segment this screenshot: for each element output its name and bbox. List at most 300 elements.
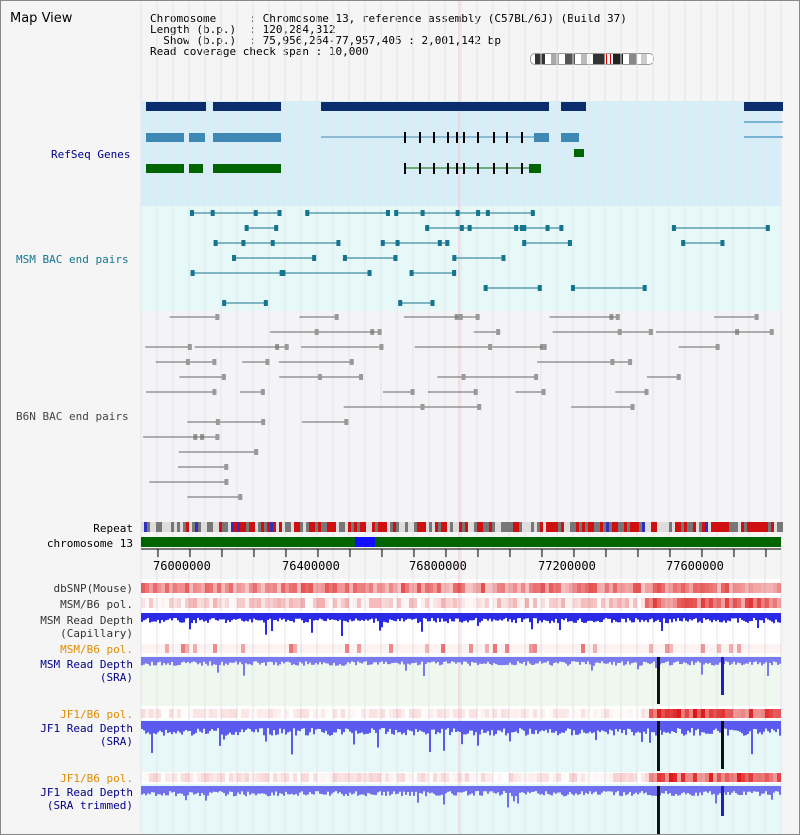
depth-bar: [365, 786, 367, 796]
depth-bar: [419, 721, 421, 730]
depth-bar: [415, 786, 417, 792]
repeat-segment: [255, 522, 258, 532]
polymorphism-cell: [561, 709, 565, 718]
depth-bar: [757, 786, 759, 792]
bac-end: [568, 240, 572, 246]
repeat-segment: [366, 522, 369, 532]
repeat-segment: [216, 522, 219, 532]
polymorphism-cell: [677, 644, 681, 653]
depth-bar: [767, 613, 769, 619]
depth-bar: [651, 613, 653, 619]
depth-bar: [497, 657, 499, 665]
depth-bar: [211, 613, 213, 618]
depth-bar: [297, 721, 299, 731]
depth-bar: [573, 786, 575, 795]
depth-bar: [215, 613, 217, 620]
polymorphism-cell: [393, 773, 397, 782]
polymorphism-cell: [585, 583, 589, 593]
depth-bar: [767, 657, 769, 676]
depth-bar: [533, 786, 535, 792]
depth-bar: [563, 786, 565, 796]
depth-bar: [529, 613, 531, 622]
depth-bar: [171, 657, 173, 662]
depth-bar: [309, 657, 311, 663]
polymorphism-cell: [233, 709, 237, 718]
polymorphism-cell: [397, 598, 401, 608]
polymorphism-cell: [349, 773, 353, 782]
polymorphism-cell: [381, 709, 385, 718]
depth-bar: [739, 613, 741, 618]
depth-bar: [741, 657, 743, 665]
depth-bar: [717, 786, 719, 795]
depth-bar: [283, 657, 285, 663]
depth-bar: [669, 786, 671, 793]
repeat-segment: [381, 522, 384, 532]
polymorphism-cell: [665, 583, 669, 593]
depth-bar: [467, 657, 469, 664]
polymorphism-cell: [717, 598, 721, 608]
depth-bar: [677, 721, 679, 728]
depth-bar: [507, 721, 509, 733]
polymorphism-cell: [253, 583, 257, 593]
polymorphism-cell: [177, 709, 181, 718]
depth-bar: [177, 657, 179, 665]
depth-bar: [521, 786, 523, 792]
polymorphism-cell: [697, 709, 701, 718]
depth-bar: [749, 657, 751, 662]
polymorphism-cell: [153, 598, 157, 608]
depth-bar: [561, 657, 563, 662]
polymorphism-cell: [265, 709, 269, 718]
depth-bar: [621, 786, 623, 796]
depth-bar: [351, 657, 353, 661]
depth-bar: [517, 721, 519, 733]
depth-bar: [251, 721, 253, 732]
msm-b6-pol-label-1[interactable]: MSM/B6 pol.: [60, 598, 133, 611]
polymorphism-cell: [293, 644, 297, 653]
polymorphism-cell: [621, 644, 625, 653]
polymorphism-cell: [597, 583, 601, 593]
depth-bar: [153, 721, 155, 733]
depth-bar: [155, 721, 157, 734]
depth-bar: [667, 721, 669, 732]
jf1-b6-pol-label-1[interactable]: JF1/B6 pol.: [60, 708, 133, 721]
msm-depth-capillary-label-1[interactable]: MSM Read Depth: [40, 614, 133, 627]
depth-bar: [239, 721, 241, 732]
polymorphism-cell: [325, 709, 329, 718]
axis-tick-label: 77200000: [538, 559, 596, 573]
depth-bar: [511, 786, 513, 796]
depth-bar: [605, 657, 607, 664]
polymorphism-cell: [633, 709, 637, 718]
repeat-segment: [141, 522, 144, 532]
polymorphism-cell: [197, 644, 201, 653]
exon-mark: [456, 163, 458, 174]
depth-bar: [651, 721, 653, 732]
depth-bar: [553, 721, 555, 733]
depth-bar: [639, 721, 641, 733]
depth-bar: [289, 657, 291, 663]
depth-bar: [145, 613, 147, 619]
repeat-segment: [492, 522, 495, 532]
polymorphism-cell: [269, 598, 273, 608]
depth-bar: [741, 786, 743, 795]
polymorphism-cell: [597, 709, 601, 718]
depth-bar: [683, 613, 685, 618]
depth-bar: [521, 657, 523, 664]
depth-bar: [269, 613, 271, 619]
depth-bar: [189, 786, 191, 792]
polymorphism-cell: [553, 709, 557, 718]
msm-depth-sra-label-1[interactable]: MSM Read Depth: [40, 658, 133, 671]
depth-bar: [445, 613, 447, 621]
depth-bar: [201, 786, 203, 793]
polymorphism-cell: [625, 644, 629, 653]
gene-block: [561, 102, 586, 111]
depth-bar: [171, 613, 173, 620]
depth-bar: [759, 657, 761, 663]
polymorphism-cell: [329, 773, 333, 782]
bac-end: [534, 374, 538, 380]
polymorphism-cell: [617, 644, 621, 653]
depth-bar: [707, 721, 709, 734]
polymorphism-cell: [577, 583, 581, 593]
depth-bar: [231, 721, 233, 735]
depth-bar: [737, 657, 739, 663]
depth-bar: [747, 721, 749, 734]
depth-bar: [249, 721, 251, 729]
depth-bar: [271, 613, 273, 631]
depth-bar: [569, 613, 571, 621]
depth-bar: [231, 657, 233, 663]
polymorphism-cell: [713, 598, 717, 608]
polymorphism-cell: [245, 644, 249, 653]
depth-bar: [159, 721, 161, 731]
polymorphism-cell: [573, 583, 577, 593]
polymorphism-cell: [657, 644, 661, 653]
depth-bar: [299, 721, 301, 731]
depth-bar: [773, 721, 775, 730]
depth-bar: [675, 721, 677, 733]
depth-bar: [597, 657, 599, 663]
polymorphism-cell: [181, 598, 185, 608]
depth-bar: [747, 657, 749, 664]
depth-bar: [201, 657, 203, 666]
depth-bar: [167, 613, 169, 620]
polymorphism-cell: [273, 598, 277, 608]
depth-bar: [333, 613, 335, 620]
repeat-segment: [321, 522, 324, 532]
depth-bar: [419, 786, 421, 793]
polymorphism-cell: [249, 773, 253, 782]
page-title: Map View: [10, 11, 73, 26]
depth-bar: [261, 721, 263, 728]
gene-block: [146, 102, 206, 111]
polymorphism-cell: [425, 598, 429, 608]
depth-bar: [331, 657, 333, 665]
depth-bar: [769, 721, 771, 733]
polymorphism-cell: [697, 773, 701, 782]
msm-b6-pol-label-2[interactable]: MSM/B6 pol.: [60, 643, 133, 656]
depth-bar: [329, 786, 331, 796]
depth-bar: [363, 786, 365, 795]
depth-bar: [367, 613, 369, 621]
depth-bar: [423, 657, 425, 676]
bac-end: [522, 240, 526, 246]
jf1-depth-sra-label-1[interactable]: JF1 Read Depth: [40, 722, 133, 735]
depth-bar: [437, 657, 439, 662]
repeat-segment: [756, 522, 759, 532]
polymorphism-cell: [513, 773, 517, 782]
depth-bar: [195, 786, 197, 794]
depth-bar: [607, 657, 609, 663]
depth-bar: [497, 721, 499, 730]
polymorphism-cell: [553, 773, 557, 782]
bac-end: [770, 329, 774, 335]
polymorphism-cell: [401, 644, 405, 653]
depth-bar: [775, 786, 777, 791]
depth-bar: [777, 721, 779, 729]
depth-bar: [761, 613, 763, 620]
polymorphism-cell: [725, 583, 729, 593]
polymorphism-cell: [317, 773, 321, 782]
depth-bar: [481, 721, 483, 730]
depth-bar: [631, 721, 633, 732]
polymorphism-cell: [417, 709, 421, 718]
repeat-segment: [177, 522, 180, 532]
bac-end: [222, 374, 226, 380]
depth-bar: [355, 613, 357, 619]
bac-end: [571, 285, 575, 291]
polymorphism-cell: [733, 598, 737, 608]
jf1-b6-pol-label-2[interactable]: JF1/B6 pol.: [60, 772, 133, 785]
polymorphism-cell: [281, 709, 285, 718]
depth-bar: [527, 613, 529, 618]
polymorphism-cell: [353, 644, 357, 653]
polymorphism-cell: [217, 583, 221, 593]
depth-bar: [463, 613, 465, 621]
depth-bar: [513, 657, 515, 665]
depth-bar: [467, 786, 469, 795]
exon-mark: [493, 132, 495, 143]
depth-bar: [387, 786, 389, 792]
repeat-segment: [357, 522, 360, 532]
repeat-segment: [456, 522, 459, 532]
polymorphism-cell: [657, 598, 661, 608]
polymorphism-cell: [541, 598, 545, 608]
polymorphism-cell: [565, 709, 569, 718]
depth-bar: [261, 613, 263, 620]
depth-bar: [469, 613, 471, 620]
refseq-label[interactable]: RefSeq Genes: [51, 148, 131, 161]
polymorphism-cell: [689, 709, 693, 718]
depth-bar: [475, 721, 477, 732]
polymorphism-cell: [397, 644, 401, 653]
msm-bac-label[interactable]: MSM BAC end pairs: [16, 253, 129, 266]
exon-mark: [404, 163, 406, 174]
polymorphism-cell: [181, 644, 185, 653]
depth-bar: [689, 613, 691, 619]
repeat-segment: [225, 522, 228, 532]
depth-bar: [749, 721, 751, 731]
depth-bar: [403, 657, 405, 664]
depth-bar: [437, 613, 439, 618]
polymorphism-cell: [477, 773, 481, 782]
repeat-segment: [681, 522, 684, 532]
depth-bar: [521, 613, 523, 622]
depth-bar: [449, 721, 451, 735]
polymorphism-cell: [669, 644, 673, 653]
genome-tracks-canvas[interactable]: [1, 1, 799, 834]
depth-bar: [729, 613, 731, 621]
repeat-segment: [771, 522, 774, 532]
repeat-segment: [243, 522, 246, 532]
depth-bar: [401, 657, 403, 662]
polymorphism-cell: [745, 583, 749, 593]
depth-bar: [271, 786, 273, 793]
polymorphism-cell: [469, 644, 473, 653]
depth-bar: [515, 613, 517, 623]
depth-bar: [691, 721, 693, 728]
depth-bar: [743, 721, 745, 736]
jf1-depth-trimmed-label-1[interactable]: JF1 Read Depth: [40, 786, 133, 799]
depth-bar: [151, 786, 153, 792]
bac-end: [318, 374, 322, 380]
polymorphism-cell: [681, 598, 685, 608]
polymorphism-cell: [205, 773, 209, 782]
polymorphism-cell: [157, 583, 161, 593]
repeat-segment: [198, 522, 201, 532]
depth-bar: [405, 786, 407, 795]
polymorphism-cell: [421, 583, 425, 593]
dbsnp-label[interactable]: dbSNP(Mouse): [53, 582, 133, 595]
polymorphism-cell: [189, 709, 193, 718]
bac-end: [224, 464, 228, 470]
depth-bar: [669, 721, 671, 734]
depth-bar: [453, 613, 455, 621]
b6n-bac-label[interactable]: B6N BAC end pairs: [16, 410, 129, 423]
depth-bar: [295, 613, 297, 619]
depth-bar: [313, 613, 315, 621]
repeat-segment: [297, 522, 300, 532]
depth-bar: [635, 657, 637, 663]
polymorphism-cell: [633, 583, 637, 593]
polymorphism-cell: [457, 583, 461, 593]
polymorphism-cell: [141, 644, 145, 653]
depth-bar: [203, 721, 205, 729]
depth-bar: [489, 786, 491, 792]
repeat-segment: [267, 522, 270, 532]
polymorphism-cell: [617, 709, 621, 718]
depth-bar: [459, 613, 461, 622]
depth-bar: [453, 657, 455, 662]
polymorphism-cell: [385, 598, 389, 608]
depth-bar: [227, 786, 229, 794]
depth-bar: [537, 657, 539, 663]
polymorphism-cell: [257, 773, 261, 782]
polymorphism-cell: [245, 709, 249, 718]
polymorphism-cell: [233, 598, 237, 608]
polymorphism-cell: [365, 773, 369, 782]
depth-bar: [157, 613, 159, 620]
depth-bar: [739, 657, 741, 663]
polymorphism-cell: [753, 709, 757, 718]
depth-bar: [551, 613, 553, 621]
repeat-segment: [234, 522, 237, 532]
polymorphism-cell: [737, 583, 741, 593]
depth-bar: [639, 613, 641, 622]
depth-bar: [725, 613, 727, 623]
depth-bar: [737, 721, 739, 731]
depth-bar: [477, 786, 479, 791]
depth-bar: [381, 613, 383, 627]
depth-bar: [377, 657, 379, 665]
depth-bar: [495, 721, 497, 734]
depth-bar: [341, 613, 343, 636]
depth-bar: [289, 613, 291, 621]
polymorphism-cell: [705, 583, 709, 593]
depth-bar: [193, 786, 195, 795]
depth-bar: [655, 721, 657, 736]
polymorphism-cell: [553, 644, 557, 653]
polymorphism-cell: [621, 709, 625, 718]
gene-block: [529, 164, 541, 173]
polymorphism-cell: [525, 644, 529, 653]
polymorphism-cell: [481, 773, 485, 782]
depth-bar: [433, 721, 435, 730]
polymorphism-cell: [281, 773, 285, 782]
polymorphism-cell: [369, 773, 373, 782]
depth-spike: [657, 786, 660, 834]
polymorphism-cell: [569, 598, 573, 608]
depth-bar: [561, 721, 563, 732]
depth-bar: [397, 786, 399, 794]
polymorphism-cell: [525, 773, 529, 782]
depth-bar: [581, 613, 583, 622]
depth-bar: [427, 786, 429, 792]
depth-bar: [277, 657, 279, 666]
polymorphism-cell: [305, 583, 309, 593]
repeat-segment: [447, 522, 450, 532]
depth-bar: [445, 721, 447, 730]
repeat-segment: [642, 522, 645, 532]
polymorphism-cell: [261, 644, 265, 653]
polymorphism-cell: [649, 598, 653, 608]
polymorphism-cell: [305, 598, 309, 608]
polymorphism-cell: [517, 644, 521, 653]
depth-bar: [481, 786, 483, 796]
depth-bar: [141, 786, 143, 795]
depth-bar: [475, 657, 477, 663]
depth-bar: [271, 657, 273, 662]
depth-bar: [523, 786, 525, 793]
depth-bar: [315, 657, 317, 663]
depth-bar: [457, 721, 459, 731]
depth-bar: [743, 786, 745, 792]
depth-bar: [381, 721, 383, 728]
depth-bar: [245, 786, 247, 796]
depth-bar: [373, 786, 375, 795]
depth-bar: [447, 657, 449, 663]
polymorphism-cell: [313, 773, 317, 782]
polymorphism-cell: [657, 583, 661, 593]
polymorphism-cell: [297, 773, 301, 782]
depth-bar: [617, 657, 619, 663]
depth-bar: [581, 657, 583, 662]
repeat-segment: [390, 522, 393, 532]
bac-end: [628, 359, 632, 365]
depth-bar: [319, 613, 321, 619]
